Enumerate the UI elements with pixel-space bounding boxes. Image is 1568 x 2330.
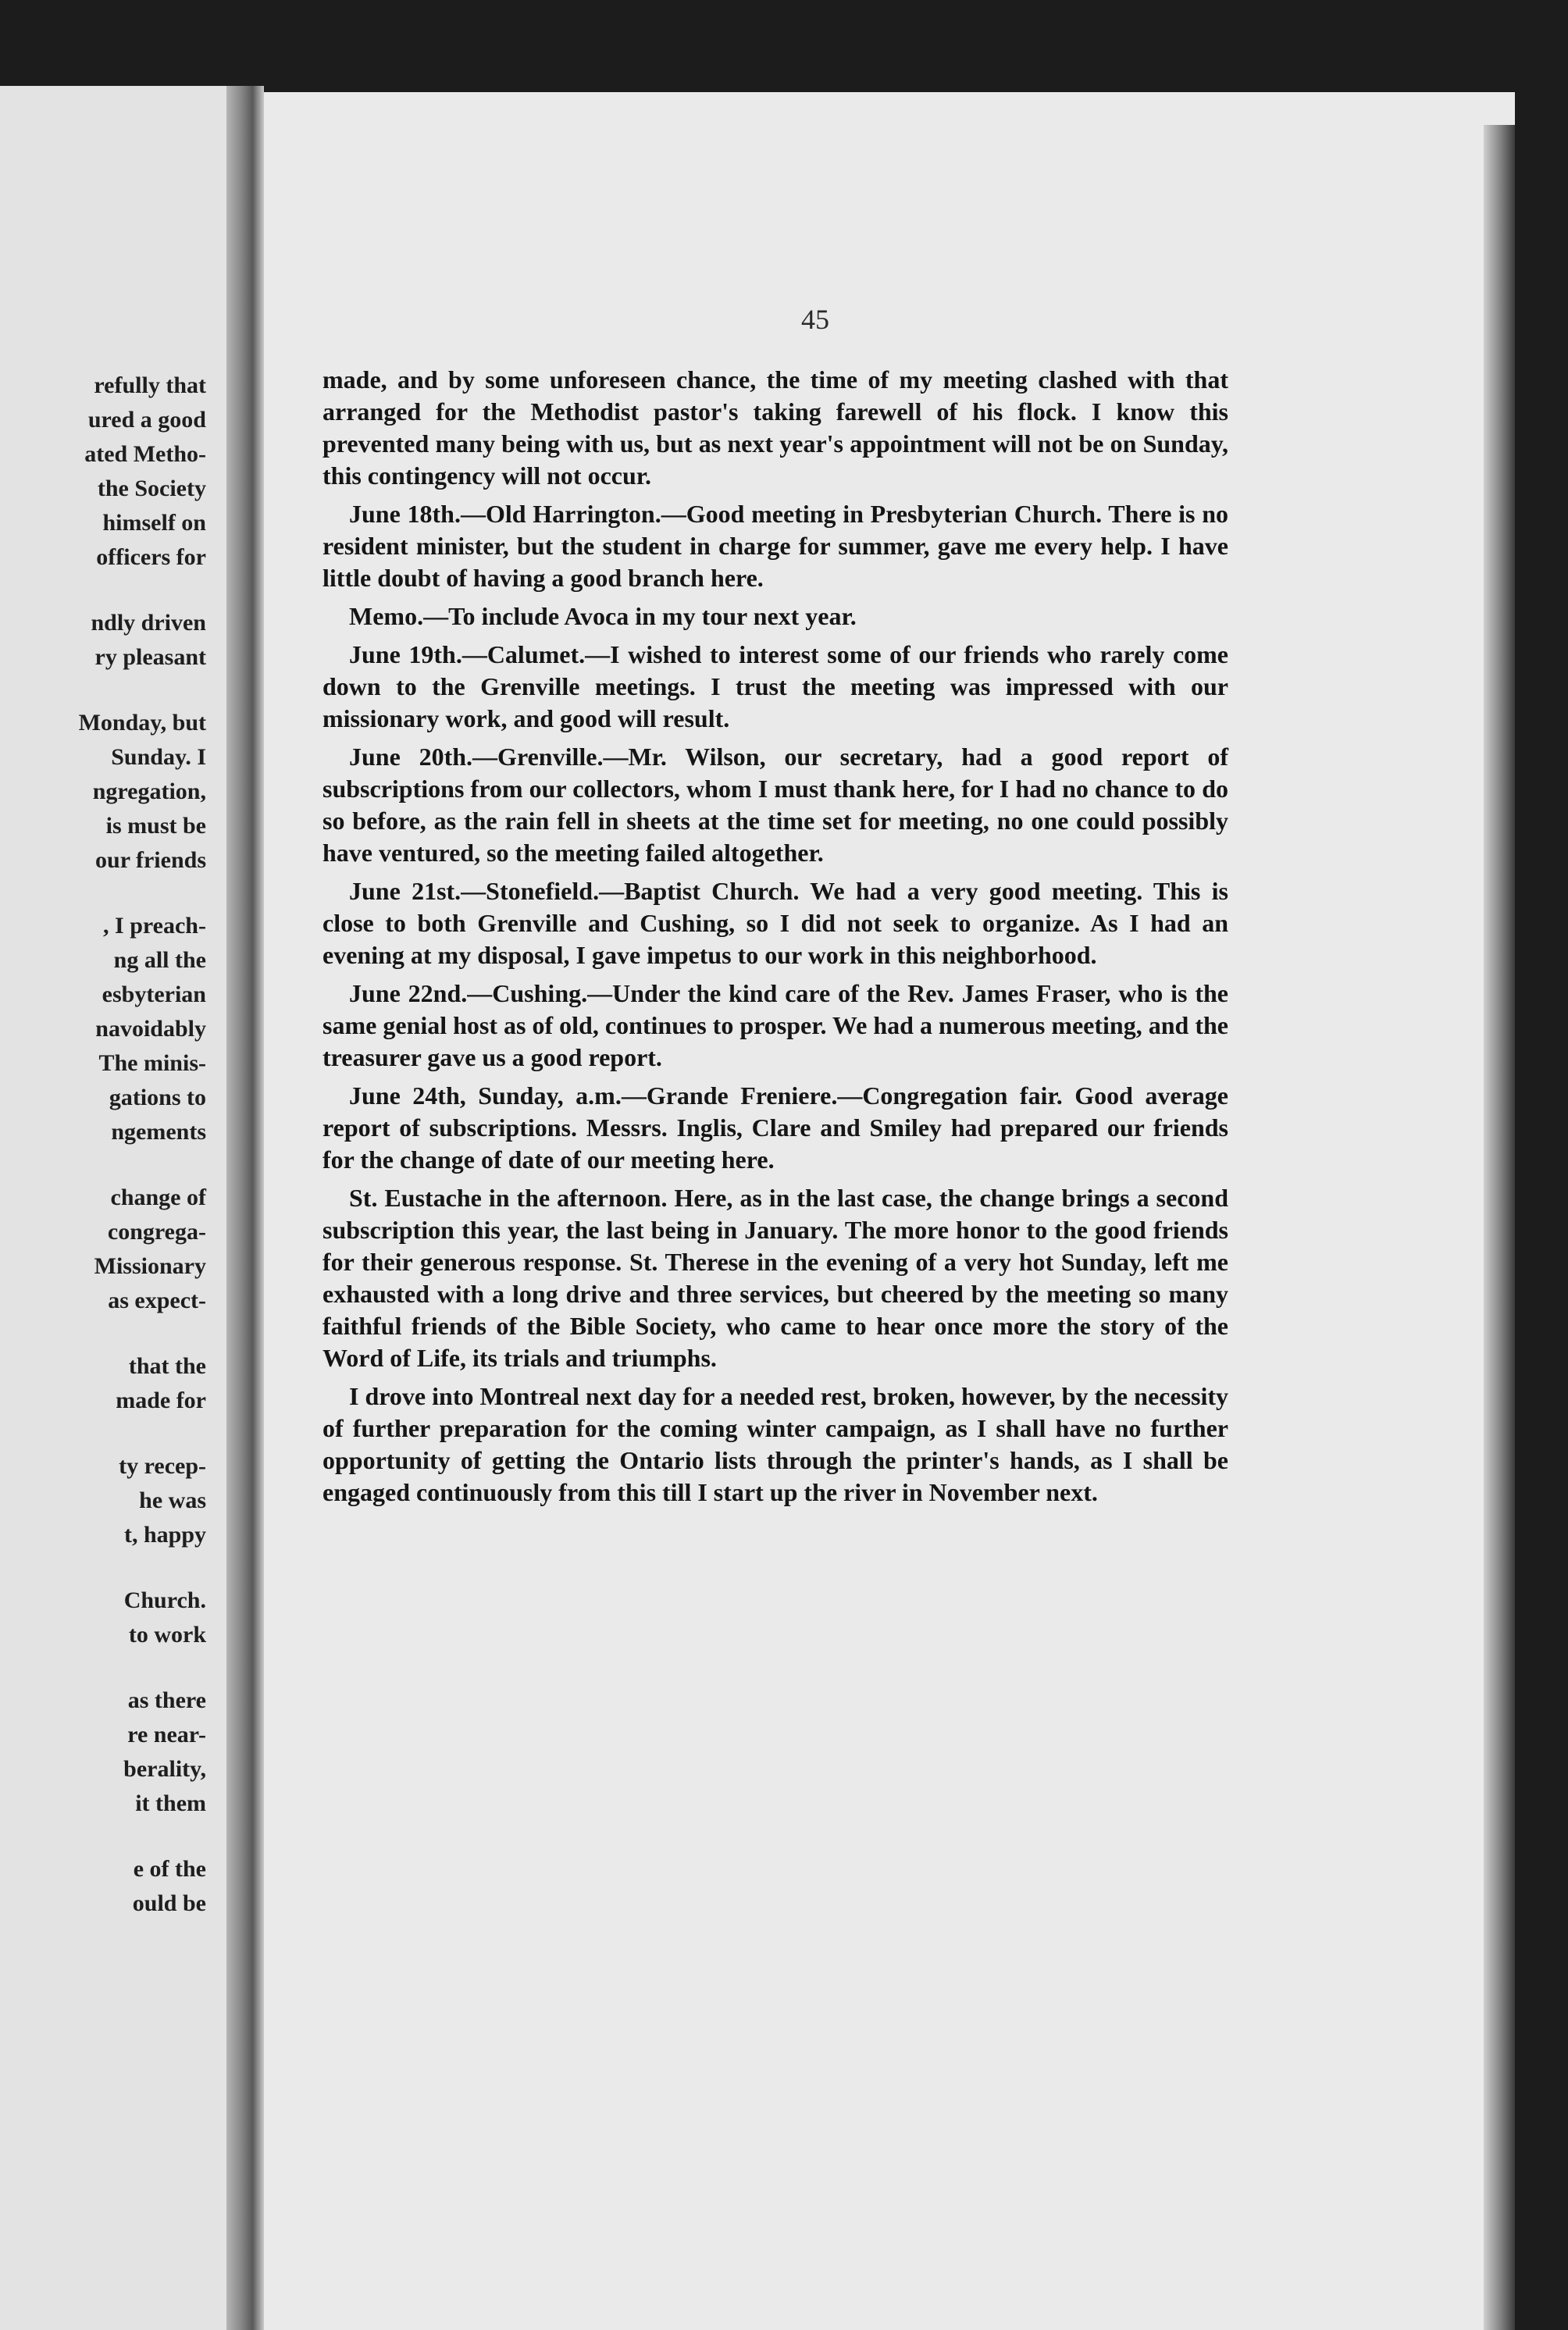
text-line: change of [110,1185,206,1210]
page-edge [1484,125,1515,2330]
paragraph-gap [0,675,206,706]
text-line: navoidably [95,1016,206,1042]
paragraph: St. Eustache in the afternoon. Here, as in the last case, the change brings a second subscription this year, the last being in January. The more honor to the good friends for their generous response. St. Therese in the evening of a very hot Sunday, left me exhausted with a long drive and three services, but cheered by the meeting so many faithful friends of the Bible Society, who came to hear once more the story of the Word of Life, its trials and triumphs. [323,1184,1228,1372]
paragraph: I drove into Montreal next day for a needed rest, broken, however, by the necessity of further preparation for the coming winter campaign, as I shall have no further opportunity of getting the Ontario lists through the printer's hands, as I shall be engaged continuously from this till I start up the river in November next. [323,1382,1228,1506]
text-line: it them [135,1790,206,1816]
text-line: himself on [102,510,206,536]
paragraph: June 18th.—Old Harrington.—Good meeting in Presbyterian Church. There is no resident minister, but the student in charge for summer, gave me every help. I have little doubt of having a good branch here. [323,500,1228,592]
paragraph: Memo.—To include Avoca in my tour next year. [349,602,857,630]
text-line: ndly driven [91,610,206,636]
paragraph-gap [0,1149,206,1181]
text-line: congrega- [107,1219,206,1245]
paragraph: June 20th.—Grenville.—Mr. Wilson, our secretary, had a good report of subscriptions from our collectors, whom I must thank here, for I had no chance to do so before, as the rain fell in sheets at the time set for meeting, no one could possibly have ventured, so the meeting failed altogether. [323,743,1228,867]
text-line: made for [116,1388,206,1413]
book-gutter [226,86,264,2330]
text-line: ngements [111,1119,206,1145]
page-body [323,364,1228,1515]
text-line: , I preach- [103,913,206,939]
paragraph: June 22nd.—Cushing.—Under the kind care of the Rev. James Fraser, who is the same genial host as of old, continues to prosper. We had a numerous meeting, and the treasurer gave us a good report. [323,979,1228,1071]
text-line: to work [128,1622,206,1648]
text-line: Sunday. I [111,744,206,770]
text-line: officers for [96,544,206,570]
paragraph-gap [0,1552,206,1584]
text-line: ngregation, [92,778,206,804]
paragraph-gap [0,1418,206,1449]
text-line: ould be [132,1890,206,1916]
text-line: ry pleasant [94,644,206,670]
text-line: refully that [94,372,206,398]
text-line: our friends [95,847,206,873]
text-line: the Society [97,476,206,501]
text-line: esbyterian [102,982,206,1007]
paragraph: June 21st.—Stonefield.—Baptist Church. We had a very good meeting. This is close to both Grenville and Cushing, so I did not seek to organize. As I had an evening at my disposal, I gave impetus to our work in this neighborhood. [323,877,1228,969]
text-line: is must be [105,813,206,839]
paragraph: June 24th, Sunday, a.m.—Grande Freniere.—Congregation fair. Good average report of subscriptions. Messrs. Inglis, Clare and Smiley had prepared our friends for the change of date of our meeting here. [323,1081,1228,1174]
page-number: 45 [801,304,829,335]
text-line: e of the [133,1856,206,1882]
paragraph-gap [0,575,206,606]
text-line: ty recep- [119,1453,206,1479]
text-line: that the [128,1353,206,1379]
paragraph-gap [0,1318,206,1349]
text-line: Monday, but [78,710,206,736]
text-line: Missionary [94,1253,206,1279]
text-line: berality, [123,1756,206,1782]
text-line: The minis- [98,1050,206,1076]
text-line: re near- [127,1722,206,1748]
previous-page-fragment [0,86,226,2330]
text-line: ured a good [87,407,206,433]
paragraph: made, and by some unforeseen chance, the time of my meeting clashed with that arranged for the Methodist pastor's taking farewell of his flock. I know this prevented many being with us, but as next year's appointment will not be on Sunday, this contingency will not occur. [323,365,1228,490]
text-line: t, happy [123,1522,206,1548]
text-line: as there [127,1687,206,1713]
text-line: he was [139,1487,206,1513]
text-line: Church. [123,1587,206,1613]
current-page [264,92,1515,2330]
text-line: ng all the [113,947,206,973]
paragraph-gap [0,1652,206,1683]
paragraph: June 19th.—Calumet.—I wished to interest some of our friends who rarely come down to the Grenville meetings. I trust the meeting was impressed with our missionary work, and good will result. [323,640,1228,732]
text-line: ated Metho- [84,441,206,467]
paragraph-gap [0,878,206,909]
paragraph-gap [0,1821,206,1852]
text-line: gations to [109,1085,206,1110]
previous-page-text [0,369,206,1921]
text-line: as expect- [108,1288,206,1313]
